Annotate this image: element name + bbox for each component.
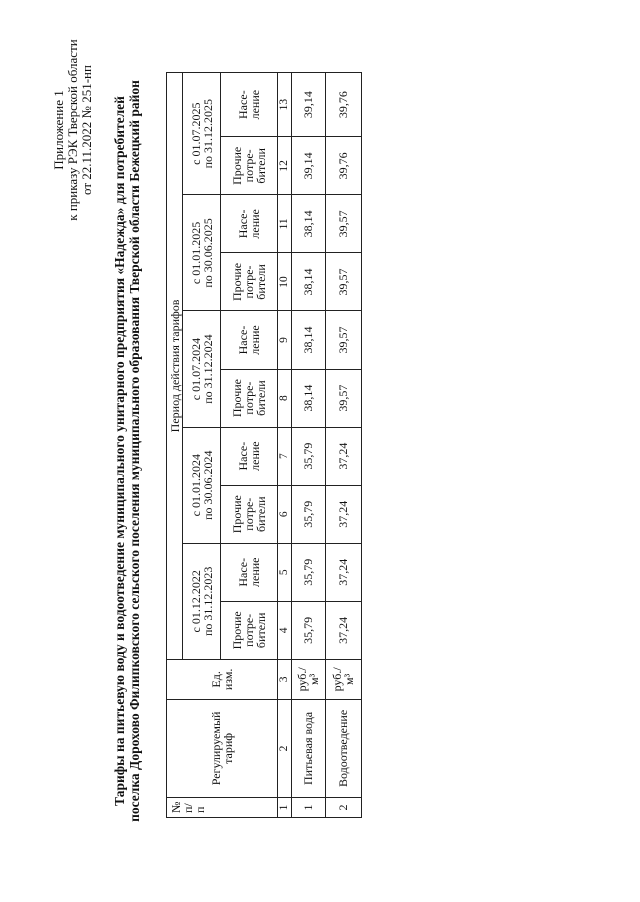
- appendix-line-2: к приказу РЭК Тверской области: [65, 39, 80, 221]
- tariff-value: 37,24: [325, 601, 361, 659]
- subheader-population: Насе- ление: [221, 195, 277, 253]
- tariff-value: 38,14: [291, 311, 325, 369]
- tariff-value: 37,24: [325, 485, 361, 543]
- column-number: 1: [277, 797, 291, 817]
- subheader-other: Прочие потре- бители: [221, 601, 277, 659]
- subheader-population: Насе- ление: [221, 311, 277, 369]
- column-number: 3: [277, 659, 291, 699]
- column-number-row: [277, 73, 291, 818]
- tariff-value: 37,24: [325, 543, 361, 601]
- subheader-population: Насе- ление: [221, 543, 277, 601]
- column-number: 2: [277, 699, 291, 797]
- column-number: 6: [277, 485, 291, 543]
- tariff-value: 38,14: [291, 253, 325, 311]
- header-period: Период действия тарифов: [167, 73, 183, 660]
- period-2: с 01.01.2024 по 30.06.2024: [183, 427, 221, 543]
- row-num: 2: [325, 797, 361, 817]
- tariff-value: 37,24: [325, 427, 361, 485]
- subheader-other: Прочие потре- бители: [221, 137, 277, 195]
- column-number: 13: [277, 73, 291, 137]
- period-3: с 01.07.2024 по 31.12.2024: [183, 311, 221, 427]
- tariff-table: [166, 72, 362, 818]
- tariff-value: 39,14: [291, 137, 325, 195]
- period-5: с 01.07.2025 по 31.12.2025: [183, 73, 221, 195]
- row-unit: руб./м³: [291, 659, 325, 699]
- subheader-other: Прочие потре- бители: [221, 369, 277, 427]
- column-number: 9: [277, 311, 291, 369]
- column-number: 4: [277, 601, 291, 659]
- column-number: 8: [277, 369, 291, 427]
- appendix-line-3: от 22.11.2022 № 251-нп: [79, 65, 94, 195]
- tariff-value: 39,57: [325, 311, 361, 369]
- header-tariff: Регулируемый тариф: [167, 699, 278, 797]
- subheader-other: Прочие потре- бители: [221, 485, 277, 543]
- tariff-value: 35,79: [291, 601, 325, 659]
- period-1: с 01.12.2022 по 31.12.2023: [183, 543, 221, 659]
- tariff-value: 35,79: [291, 427, 325, 485]
- tariff-value: 35,79: [291, 543, 325, 601]
- column-number: 12: [277, 137, 291, 195]
- subheader-population: Насе- ление: [221, 73, 277, 137]
- tariff-value: 38,14: [291, 195, 325, 253]
- subheader-other: Прочие потре- бители: [221, 253, 277, 311]
- tariff-value: 39,76: [325, 73, 361, 137]
- column-number: 5: [277, 543, 291, 601]
- document-title: [112, 40, 142, 862]
- header-unit: Ед. изм.: [167, 659, 278, 699]
- tariff-value: 39,57: [325, 369, 361, 427]
- column-number: 11: [277, 195, 291, 253]
- column-number: 7: [277, 427, 291, 485]
- tariff-value: 35,79: [291, 485, 325, 543]
- tariff-value: 39,57: [325, 253, 361, 311]
- header-num: № п/ п: [167, 797, 278, 817]
- tariff-value: 38,14: [291, 369, 325, 427]
- row-unit: руб./м³: [325, 659, 361, 699]
- row-name: Водоотведение: [325, 699, 361, 797]
- period-4: с 01.01.2025 по 30.06.2025: [183, 195, 221, 311]
- column-number: 10: [277, 253, 291, 311]
- appendix-note: [52, 20, 94, 240]
- row-num: 1: [291, 797, 325, 817]
- title-line-1: Тарифы на питьевую воду и водоотведение муниципального унитарного предприятия «Надежда» для потребителей: [112, 96, 127, 806]
- subheader-population: Насе- ление: [221, 427, 277, 485]
- row-name: Питьевая вода: [291, 699, 325, 797]
- title-line-2: поселка Дорохово Филипковского сельского поселения муниципального образования Тверской области Бежецкий район: [127, 80, 142, 822]
- tariff-value: 39,76: [325, 137, 361, 195]
- table-row: [325, 73, 361, 818]
- table-row: [291, 73, 325, 818]
- tariff-value: 39,57: [325, 195, 361, 253]
- appendix-line-1: Приложение 1: [51, 90, 66, 170]
- tariff-value: 39,14: [291, 73, 325, 137]
